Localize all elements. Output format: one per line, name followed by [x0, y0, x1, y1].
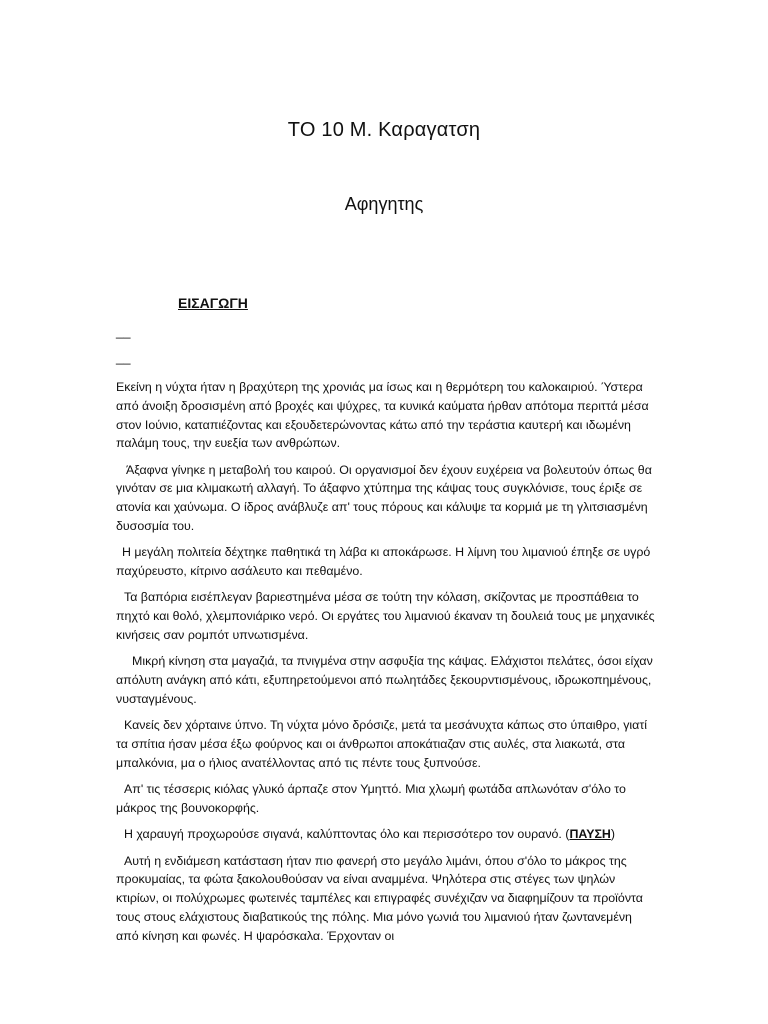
paragraph-text: Η χαραυγή προχωρούσε σιγανά, καλύπτοντας όλο και περισσότερο τον ουρανό. [124, 827, 562, 842]
body-text [116, 378, 656, 953]
section-heading: ΕΙΣΑΓΩΓΗ [178, 295, 248, 311]
paragraph: Μικρή κίνηση στα μαγαζιά, τα πνιγμένα στην ασφυξία της κάψας. Ελάχιστοι πελάτες, όσοι είχαν απόλυτη ανάγκη από κάτι, εξυπηρετούμενοι από πωλητάδες ξεκουρντισμένους, ιδρωκοπημένους, νυσταγμένους. [116, 654, 653, 706]
paragraph: Κανείς δεν χόρταινε ύπνο. Τη νύχτα μόνο δρόσιζε, μετά τα μεσάνυχτα κάπως στο ύπαιθρο, γιατί τα σπίτια ήσαν μέσα έξω φούρνος και οι άνθρωποι αποκάτιαζαν στις αυλές, στα λιακωτά, στα μπαλκόνια, μα ο ήλιος ανατέλλοντας από τις πέντε τους ξυπνούσε. [116, 718, 647, 770]
paragraph-with-note [116, 825, 656, 844]
paragraph: Απ' τις τέσσερις κιόλας γλυκό άρπαζε στον Υμηττό. Μια χλωμή φωτάδα απλωνόταν σ'όλο το μάκρος της βουνοκορφής. [116, 782, 626, 815]
paragraph: Η μεγάλη πολιτεία δέχτηκε παθητικά τη λάβα κι αποκάρωσε. Η λίμνη του λιμανιού έπηξε σε υγρό παχύρευστο, κίτρινο ασάλευτο και πεθαμένο. [116, 545, 651, 579]
document-subtitle: Αφηγητης [344, 194, 424, 214]
separator-line: __ [116, 324, 131, 339]
paragraph: Εκείνη η νύχτα ήταν η βραχύτερη της χρονιάς μα ίσως και η θερμότερη του καλοκαιριού. Ύστερα από άνοιξη δροσισμένη από βροχές και ψύχρες, τα κυνικά καύματα ήρθαν απότομα περιττά μέσα στον Ιούνιο, καταπιέζοντας και εξουδετερώνοντας κάτω από την τεράστια καυτερή και ιδωμένη παλάμη τους, την ευεξία των ανθρώπων. [116, 380, 649, 451]
pause-note-open: ( [561, 827, 570, 842]
paragraph: Αυτή η ενδιάμεση κατάσταση ήταν πιο φανερή στο μεγάλο λιμάνι, όπου σ'όλο το μάκρος της προκυμαίας, τα φώτα ξακολουθούσαν να είναι αναμμένα. Ψηλότερα στις στέγες των ψηλών κτιρίων, οι πολύχρωμες φωτεινές ταμπέλες και επιγραφές συνέχιζαν να διαφημίζουν τα προϊόντα τους στους ελάχιστους διαβατικούς της πόλης. Μια μόνο γωνιά του λιμανιού ήταν ζωντανεμένη από κίνηση και φωνές. Η ψαρόσκαλα. Έρχονταν οι [116, 853, 643, 943]
paragraph: Τα βαπόρια εισέπλεγαν βαριεστημένα μέσα σε τούτη την κόλαση, σκίζοντας με προσπάθεια το πηχτό και θολό, χλεμπονιάρικο νερό. Οι εργάτες του λιμανιού έκαναν τη δουλειά τους με μηχανικές κινήσεις σαν ρομπότ υπνωτισμένα. [116, 590, 655, 643]
separator-line: __ [116, 350, 131, 365]
paragraph: Άξαφνα γίνηκε η μεταβολή του καιρού. Οι οργανισμοί δεν έχουν ευχέρεια να βολευτούν όπως θα γινόταν σε μια κλιμακωτή αλλαγή. Το άξαφνο χτύπημα της κάψας τους συγκλόνισε, τους έριξε σε ατονία και χαύνωμα. Ο ίδρος ανάβλυζε απ' τους πόρους και κάλυψε τα κορμιά με τη γλιτσιασμένη δυσοσμία του. [116, 462, 652, 534]
pause-note-close: ) [610, 827, 615, 842]
pause-note-label: ΠΑΥΣΗ [569, 827, 611, 842]
document-title: ΤΟ 10 Μ. Καραγατση [287, 119, 481, 141]
